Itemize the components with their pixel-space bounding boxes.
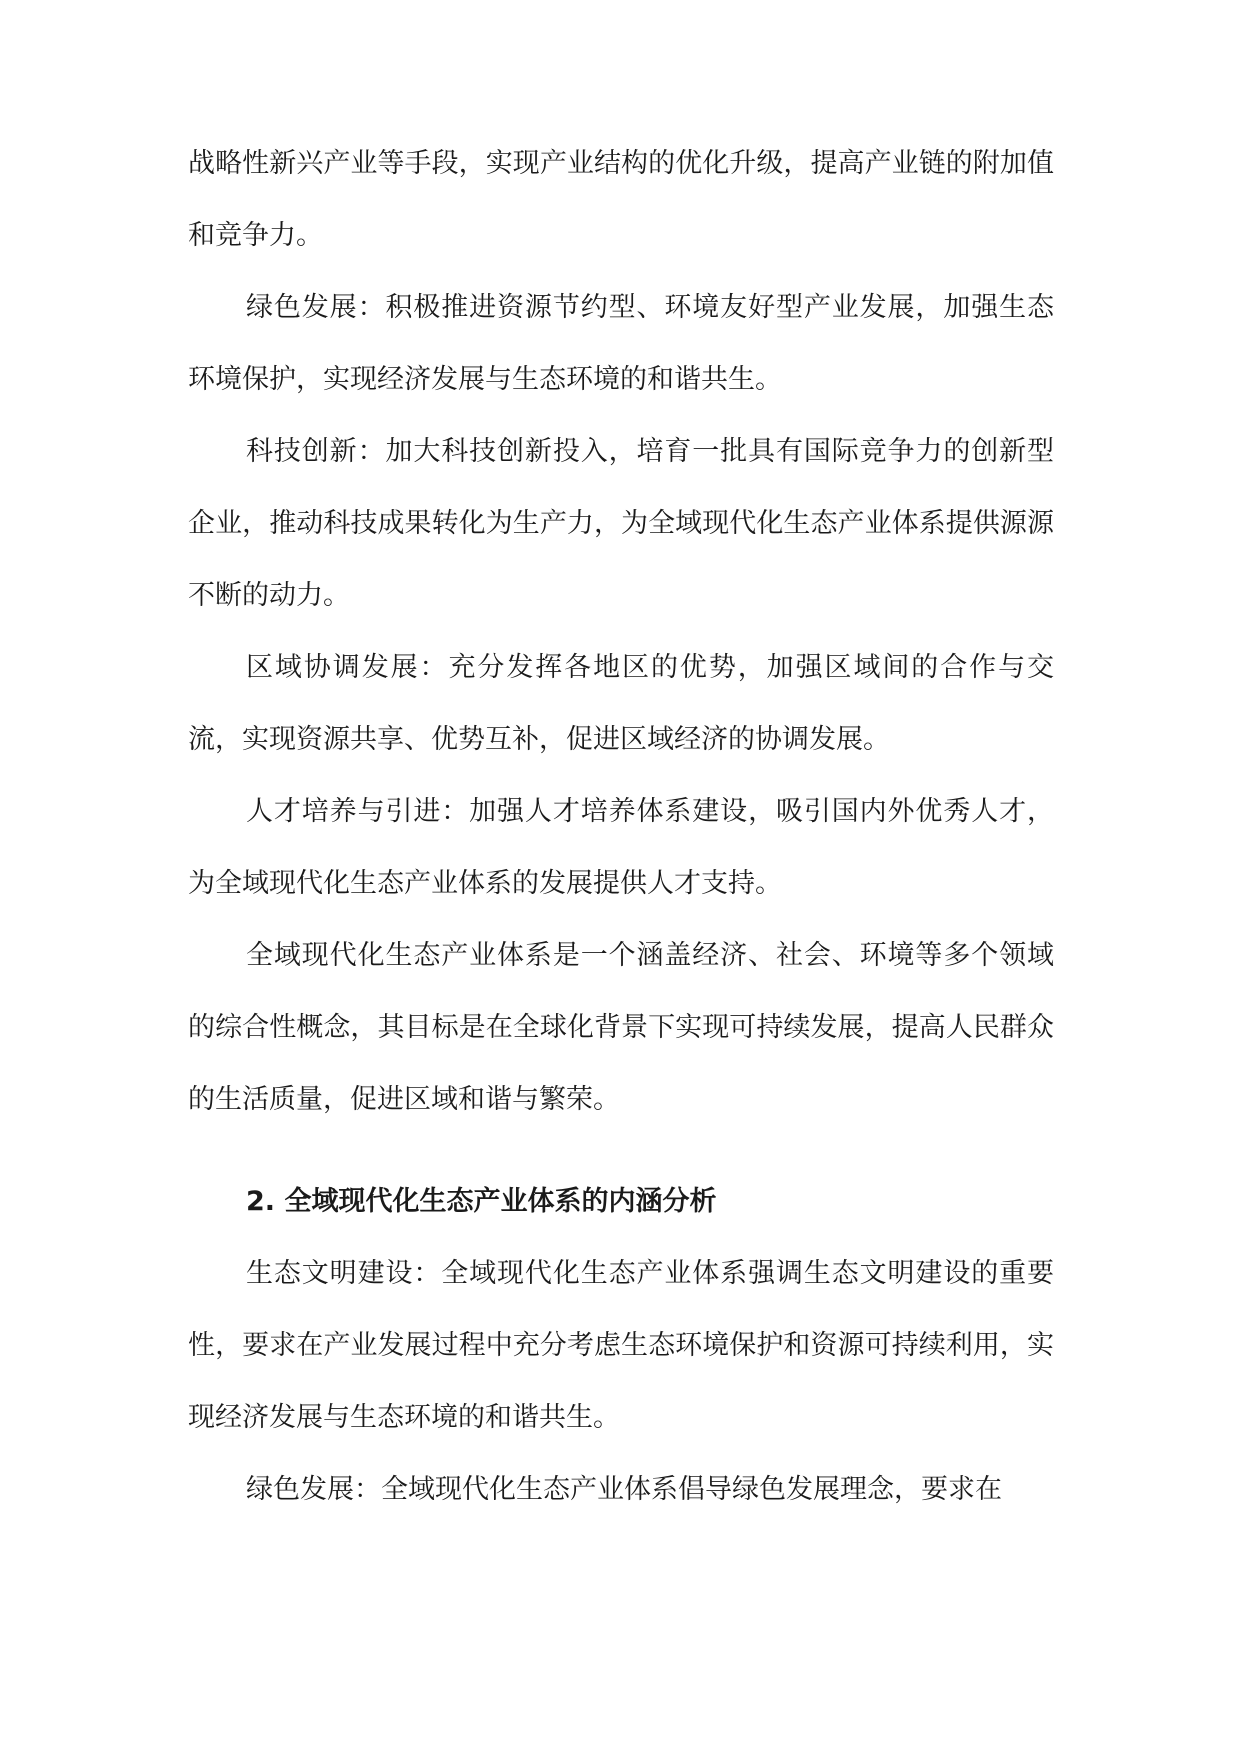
paragraph: 科技创新：加大科技创新投入，培育一批具有国际竞争力的创新型企业，推动科技成果转化为生产力，为全域现代化生态产业体系提供源源不断的动力。 [188,436,1054,611]
paragraph: 生态文明建设：全域现代化生态产业体系强调生态文明建设的重要性，要求在产业发展过程中充分考虑生态环境保护和资源可持续利用，实现经济发展与生态环境的和谐共生。 [188,1258,1054,1433]
section-heading: 2. 全域现代化生态产业体系的内涵分析 [246,1186,717,1217]
paragraph: 战略性新兴产业等手段，实现产业结构的优化升级，提高产业链的附加值和竞争力。 [188,148,1054,251]
paragraph: 全域现代化生态产业体系是一个涵盖经济、社会、环境等多个领域的综合性概念，其目标是在全球化背景下实现可持续发展，提高人民群众的生活质量，促进区域和谐与繁荣。 [188,940,1054,1115]
document-body [188,128,1054,1526]
paragraph: 绿色发展：积极推进资源节约型、环境友好型产业发展，加强生态环境保护，实现经济发展与生态环境的和谐共生。 [188,292,1054,395]
paragraph: 区域协调发展：充分发挥各地区的优势，加强区域间的合作与交流，实现资源共享、优势互补，促进区域经济的协调发展。 [188,652,1054,755]
paragraph: 绿色发展：全域现代化生态产业体系倡导绿色发展理念，要求在 [246,1474,1002,1505]
paragraph: 人才培养与引进：加强人才培养体系建设，吸引国内外优秀人才，为全域现代化生态产业体系的发展提供人才支持。 [188,796,1054,899]
